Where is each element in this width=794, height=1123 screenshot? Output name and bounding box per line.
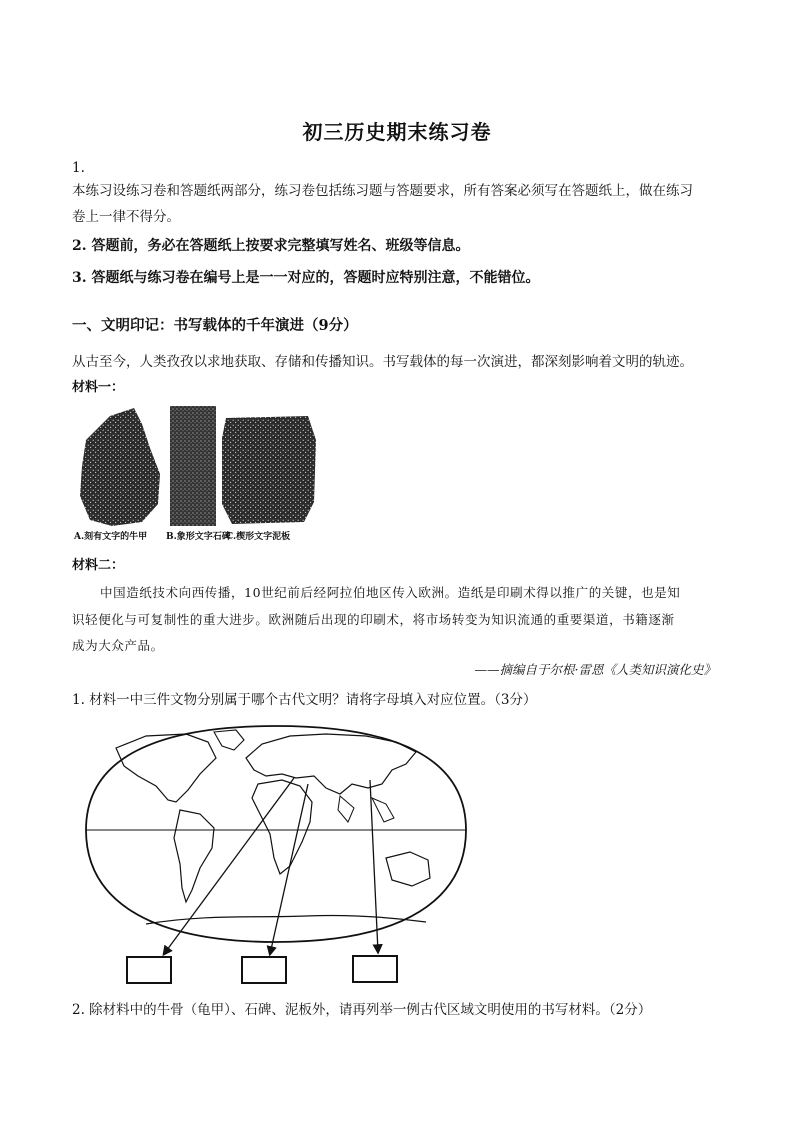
material-2-line-1: 中国造纸技术向西传播，10世纪前后经阿拉伯地区传入欧洲。造纸是印刷术得以推广的关键，也是知 [100, 585, 681, 600]
caption-c: C.楔形文字泥板 [226, 532, 291, 542]
material-1-label: 材料一： [72, 380, 125, 395]
instruction-number: 1. [72, 160, 85, 176]
question-2: 2. 除材料中的牛骨（龟甲）、石碑、泥板外，请再列举一例古代区域文明使用的书写材料。（2分） [72, 1002, 652, 1018]
page-title: 初三历史期末练习卷 [302, 120, 492, 144]
caption-b: B.象形文字石碑 [166, 532, 231, 542]
answer-box-2[interactable] [241, 956, 287, 984]
material-2-line-3: 成为大众产品。 [72, 638, 164, 653]
oracle-bone-shape [80, 408, 160, 526]
caption-a: A.刻有文字的牛甲 [74, 532, 148, 542]
artifacts-image [72, 404, 322, 549]
material-2-label: 材料二： [72, 558, 125, 573]
material-2-line-2: 识轻便化与可复制性的重大进步。欧洲随后出现的印刷术，将市场转变为知识流通的重要渠道，书籍逐渐 [72, 612, 675, 627]
instruction-line-2: 卷上一律不得分。 [72, 209, 180, 225]
answer-box-3[interactable] [352, 955, 398, 983]
answer-box-1[interactable] [126, 956, 172, 984]
stele-shape [170, 406, 216, 526]
section-intro: 从古至今，人类孜孜以求地获取、存储和传播知识。书写载体的每一次演进，都深刻影响着文明的轨迹。 [72, 354, 693, 370]
world-map [76, 718, 476, 996]
question-1: 1. 材料一中三件文物分别属于哪个古代文明？请将字母填入对应位置。（3分） [72, 692, 537, 708]
instruction-3: 3. 答题纸与练习卷在编号上是一一对应的，答题时应特别注意，不能错位。 [72, 270, 540, 286]
clay-tablet-shape [222, 416, 316, 524]
instruction-2: 2. 答题前，务必在答题纸上按要求完整填写姓名、班级等信息。 [72, 238, 470, 254]
instruction-line-1: 本练习设练习卷和答题纸两部分，练习卷包括练习题与答题要求，所有答案必须写在答题纸上，做在练习 [72, 183, 693, 199]
section-heading: 一、文明印记：书写载体的千年演进（9分） [72, 317, 358, 334]
material-2-source: ——摘编自于尔根·雷恩《人类知识演化史》 [474, 662, 716, 677]
